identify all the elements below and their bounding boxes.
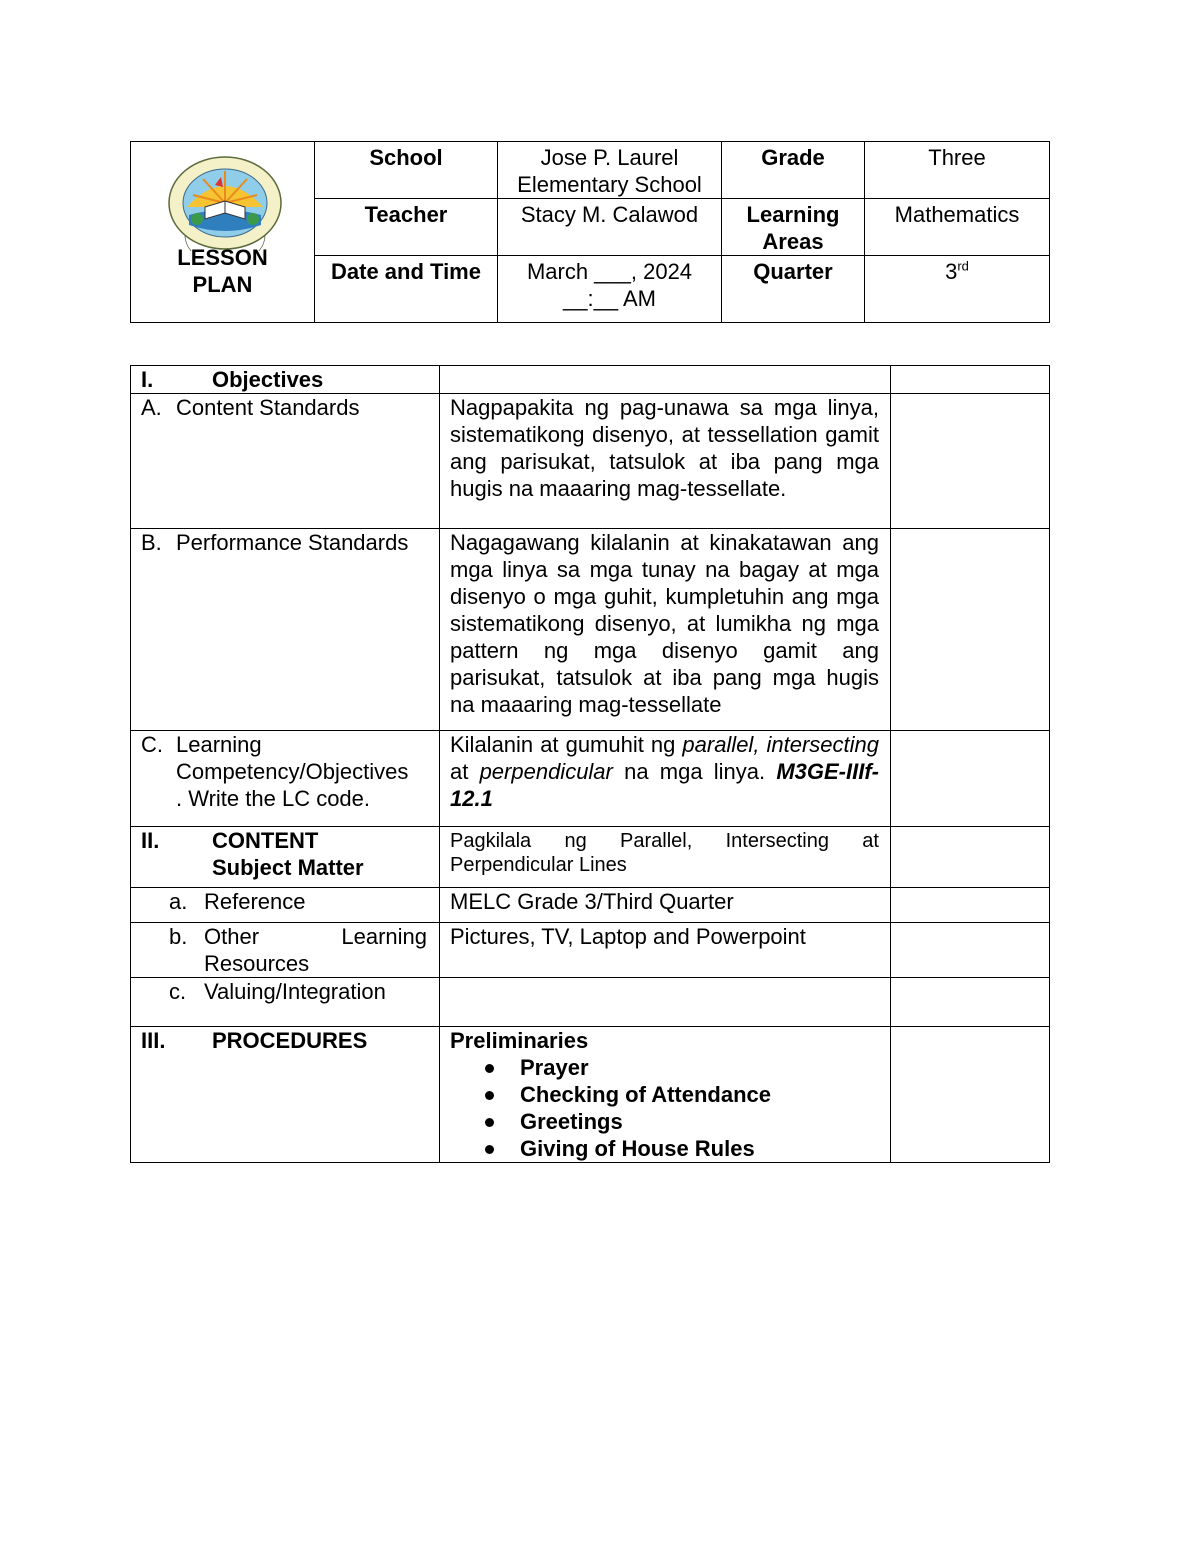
quarter-value: 3rd xyxy=(865,256,1050,323)
preliminaries-list xyxy=(450,1054,879,1162)
logo-cell xyxy=(131,142,315,323)
teacher-value: Stacy M. Calawod xyxy=(498,199,722,256)
learning-areas-label: Learning Areas xyxy=(722,199,865,256)
valuing-value xyxy=(440,978,891,1027)
lc-code: M3GE-IIIf-12.1 xyxy=(450,759,879,811)
grade-value: Three xyxy=(865,142,1050,199)
procedures-heading: III. PROCEDURES xyxy=(131,1027,440,1163)
school-value: Jose P. Laurel Elementary School xyxy=(498,142,722,199)
list-item: Checking of Attendance xyxy=(520,1081,879,1108)
objectives-heading: I. Objectives xyxy=(131,366,440,394)
other-resources-value: Pictures, TV, Laptop and Powerpoint xyxy=(440,923,891,978)
school-label: School xyxy=(315,142,498,199)
grade-label: Grade xyxy=(722,142,865,199)
date-time-value: March ___, 2024 __:__ AM xyxy=(498,256,722,323)
performance-standards-value: Nagagawang kilalanin at kinakatawan ang mga linya sa mga tunay na bagay at mga disenyo o mga guhit, kumpletuhin ang mga sistematikong disenyo, at lumikha ng mga pattern ng mga disenyo gamit ang parisukat, tatsulok at iba pang mga hugis na maaaring mag-tessellate xyxy=(440,529,891,731)
content-standards-label: A. Content Standards xyxy=(131,394,440,529)
preliminaries-title: Preliminaries xyxy=(450,1028,589,1053)
competency-value: Kilalanin at gumuhit ng parallel, intersecting at perpendicular na mga linya. M3GE-IIIf-12.1 xyxy=(440,731,891,827)
competency-label: C. Learning Competency/Objectives . Write the LC code. xyxy=(131,731,440,827)
procedures-value xyxy=(440,1027,891,1163)
list-item: Giving of House Rules xyxy=(520,1135,879,1162)
list-item: Prayer xyxy=(520,1054,879,1081)
lesson-plan-title: LESSON PLAN xyxy=(177,245,268,297)
valuing-label: c. Valuing/Integration xyxy=(131,978,440,1027)
quarter-label: Quarter xyxy=(722,256,865,323)
list-item: Greetings xyxy=(520,1108,879,1135)
header-table xyxy=(130,141,1050,323)
reference-value: MELC Grade 3/Third Quarter xyxy=(440,888,891,923)
division-seal-icon xyxy=(167,155,283,251)
other-resources-label: b. Other Learning Resources xyxy=(131,923,440,978)
performance-standards-label: B. Performance Standards xyxy=(131,529,440,731)
date-time-label: Date and Time xyxy=(315,256,498,323)
content-heading: II. CONTENT Subject Matter xyxy=(131,827,440,888)
content-standards-value: Nagpapakita ng pag-unawa sa mga linya, sistematikong disenyo, at tessellation gamit ang parisukat, tatsulok at iba pang mga hugis na maaaring mag-tessellate. xyxy=(440,394,891,529)
reference-label: a. Reference xyxy=(131,888,440,923)
teacher-label: Teacher xyxy=(315,199,498,256)
learning-areas-value: Mathematics xyxy=(865,199,1050,256)
lesson-plan-table xyxy=(130,365,1050,1163)
subject-matter-value: Pagkilala ng Parallel, Intersecting at Perpendicular Lines xyxy=(440,827,891,888)
